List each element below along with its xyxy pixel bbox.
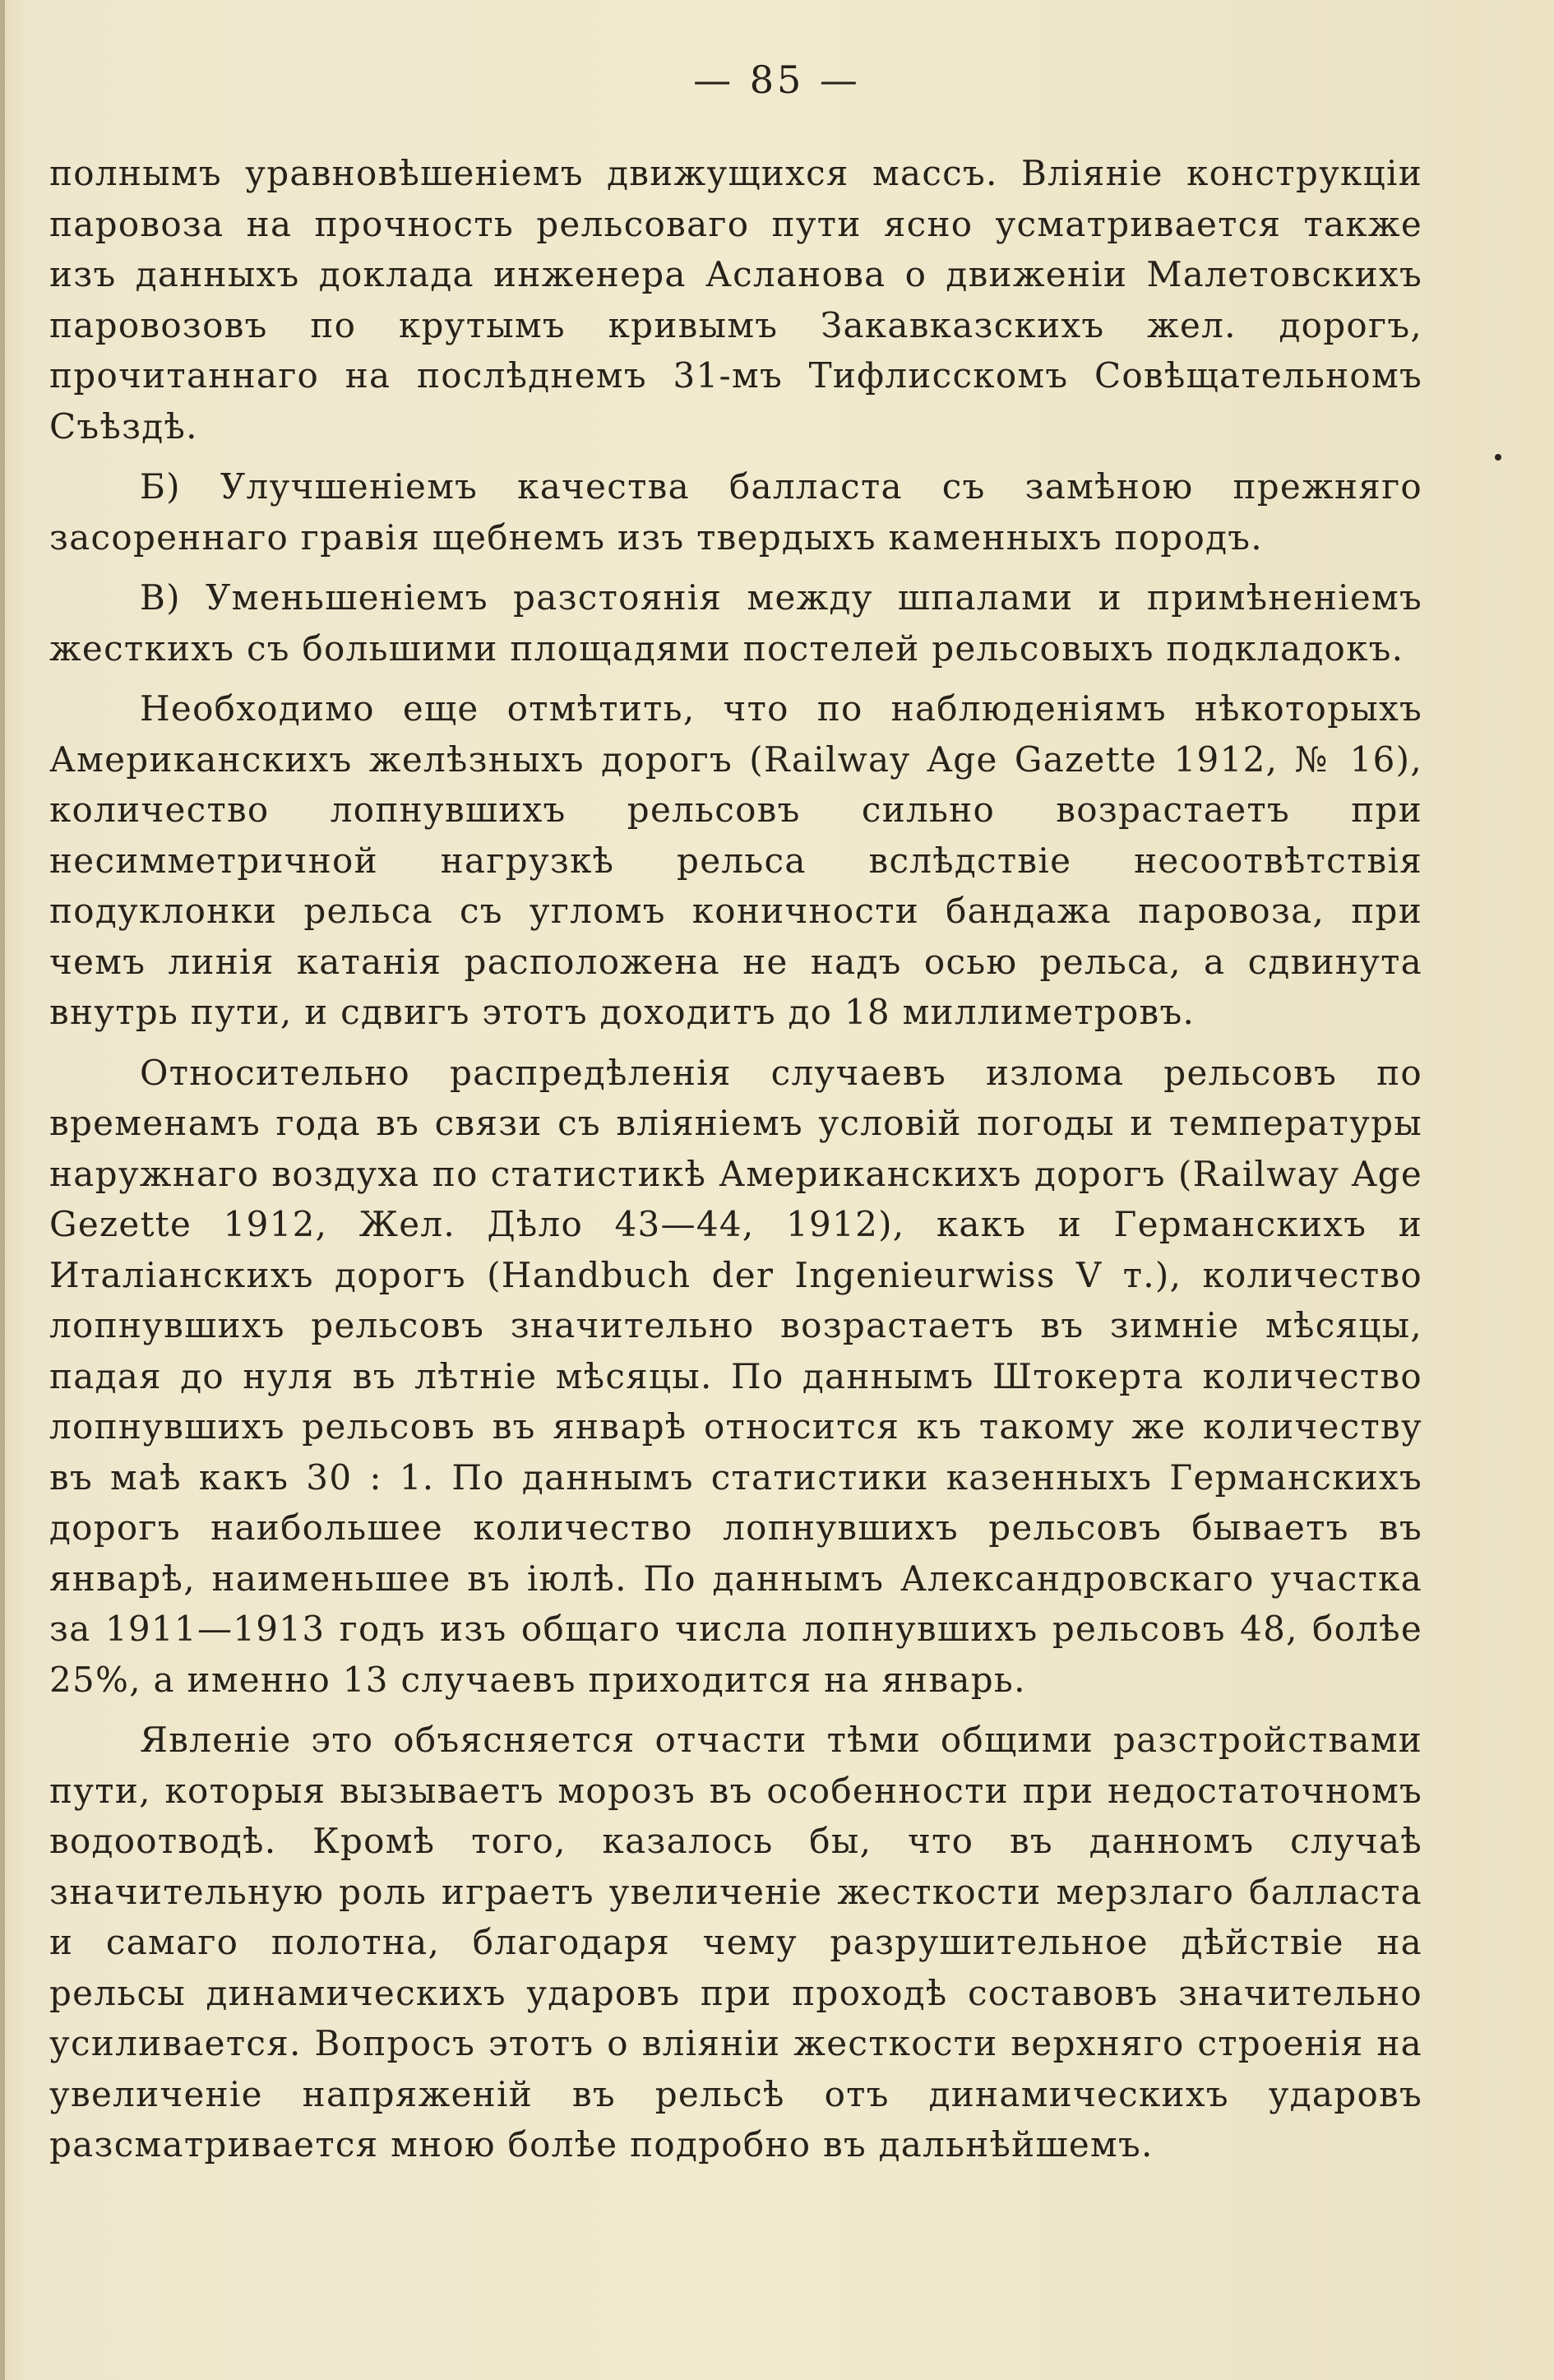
page-binding-edge: [0, 0, 5, 2380]
paragraph-seasonal-distribution: Относительно распредѣленія случаевъ излома рельсовъ по временамъ года въ связи съ вліяніемъ условій погоды и температуры наружнаго воздуха по статистикѣ Американскихъ дорогъ (Railway Age Gezette 1912, Жел. Дѣло 43—44, 1912), какъ и Германскихъ и Италіанскихъ дорогъ (Handbuch der Ingenieurwiss V т.), количество лопнувшихъ рельсовъ значительно возрастаетъ въ зимніе мѣсяцы, падая до нуля въ лѣтніе мѣсяцы. По даннымъ Штокерта количество лопнувшихъ рельсовъ въ январѣ относится къ такому же количеству въ маѣ какъ 30 : 1. По даннымъ статистики казенныхъ Германскихъ дорогъ наибольшее количество лопнувшихъ рельсовъ бываетъ въ январѣ, наименьшее въ іюлѣ. По даннымъ Александровскаго участка за 1911—1913 годъ изъ общаго числа лопнувшихъ рельсовъ 48, болѣе 25%, а именно 13 случаевъ приходится на январь.: [49, 1052, 1422, 1700]
paragraph-item-b: Б) Улучшеніемъ качества балласта съ замѣною прежняго засореннаго гравія щебнемъ изъ твердыхъ каменныхъ породъ.: [49, 466, 1422, 558]
print-speck: [1495, 454, 1501, 461]
paragraph-continued: полнымъ уравновѣшеніемъ движущихся массъ. Вліяніе конструкціи паровоза на прочность рельсоваго пути ясно усматривается также изъ данныхъ доклада инженера Асланова о движеніи Малетовскихъ паровозовъ по крутымъ кривымъ Закавказскихъ жел. дорогъ, прочитаннаго на послѣднемъ 31-мъ Тифлисскомъ Совѣщательномъ Съѣздѣ.: [49, 153, 1422, 447]
paragraph-asymmetric-load: Необходимо еще отмѣтить, что по наблюденіямъ нѣкоторыхъ Американскихъ желѣзныхъ дорогъ (Railway Age Gazette 1912, № 16), количество лопнувшихъ рельсовъ сильно возрастаетъ при несимметричной нагрузкѣ рельса вслѣдствіе несоотвѣтствія подуклонки рельса съ угломъ коничности бандажа паровоза, при чемъ линія катанія расположена не надъ осью рельса, а сдвинута внутрь пути, и сдвигъ этотъ доходитъ до 18 миллиметровъ.: [49, 688, 1422, 1032]
page-number: — 85 —: [693, 58, 861, 102]
paragraph-item-v: В) Уменьшеніемъ разстоянія между шпалами и примѣненіемъ жесткихъ съ большими площадями постелей рельсовыхъ подкладокъ.: [49, 577, 1422, 669]
body-text: [49, 148, 1422, 2180]
paragraph-frost-explanation: Явленіе это объясняется отчасти тѣми общими разстройствами пути, которыя вызываетъ морозъ въ особенности при недостаточномъ водоотводѣ. Кромѣ того, казалось бы, что въ данномъ случаѣ значительную роль играетъ увеличеніе жесткости мерзлаго балласта и самаго полотна, благодаря чему разрушительное дѣйствіе на рельсы динамическихъ ударовъ при проходѣ составовъ значительно усиливается. Вопросъ этотъ о вліяніи жесткости верхняго строенія на увеличеніе напряженій въ рельсѣ отъ динамическихъ ударовъ разсматривается мною болѣе подробно въ дальнѣйшемъ.: [49, 1720, 1422, 2165]
